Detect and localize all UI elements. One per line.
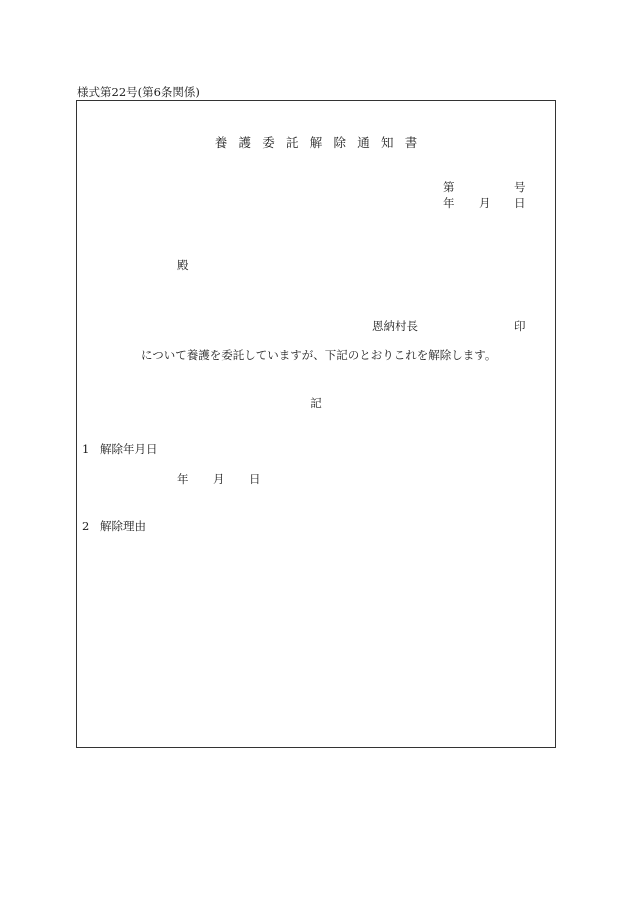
form-number-label: 様式第22号(第6条関係) (77, 85, 200, 99)
item-label: 解除年月日 (100, 442, 158, 456)
item-number: 1 (82, 442, 90, 456)
issue-date-month: 月 (479, 196, 491, 210)
document-number-prefix: 第 (443, 180, 455, 194)
document-frame (76, 100, 556, 748)
release-date-day: 日 (249, 472, 261, 486)
issue-date-year: 年 (443, 196, 455, 210)
ki-heading: 記 (310, 396, 322, 410)
item-number: 2 (82, 519, 90, 533)
document-title: 養護委託解除通知書 (214, 135, 429, 150)
item-release-date (82, 441, 158, 457)
item-label: 解除理由 (100, 519, 146, 533)
sender-title: 恩納村長 (372, 319, 418, 333)
body-text: について養護を委託していますが、下記のとおりこれを解除します。 (141, 348, 497, 362)
release-date-year: 年 (177, 472, 189, 486)
release-date-month: 月 (213, 472, 225, 486)
item-release-reason (82, 518, 146, 534)
document-number-suffix: 号 (514, 180, 526, 194)
seal-mark: 印 (514, 319, 526, 333)
issue-date-day: 日 (514, 196, 526, 210)
addressee-suffix: 殿 (177, 258, 189, 272)
